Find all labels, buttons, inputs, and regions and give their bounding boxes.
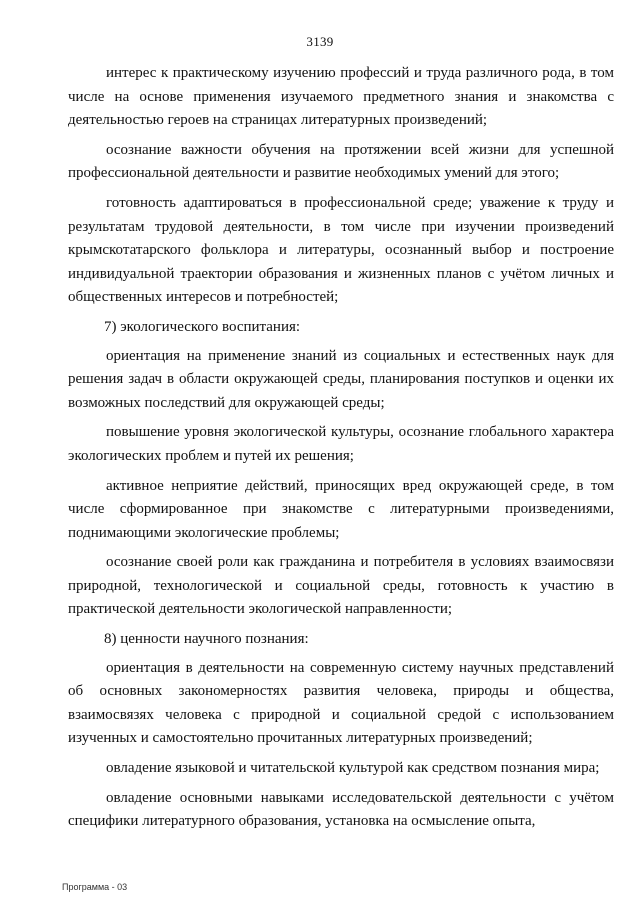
paragraph-harm-rejection: активное неприятие действий, приносящих вред окружающей среде, в том числе сформированное при знакомстве с литературными произведениями, поднимающими экологические проблемы; xyxy=(68,477,614,541)
footer-program-label: Программа - 03 xyxy=(62,882,128,892)
paragraph-ecological-culture: повышение уровня экологической культуры, осознание глобального характера экологических проблем и путей их решения; xyxy=(68,424,614,464)
paragraph-lifelong-learning: осознание важности обучения на протяжении всей жизни для успешной профессиональной деятельности и развитие необходимых умений для этого; xyxy=(68,141,614,182)
section-heading-ecological: 7) экологического воспитания: xyxy=(104,318,301,335)
paragraph-knowledge-application: ориентация на применение знаний из социальных и естественных наук для решения задач в области окружающей среды, планирования поступков и оценки их возможных последствий для окружающей среды; xyxy=(68,347,614,411)
paragraph-citizen-role: осознание своей роли как гражданина и потребителя в условиях взаимосвязи природной, технологической и социальной среды, готовность к участию в практической деятельности экологической направленности; xyxy=(68,554,614,618)
section-heading-scientific: 8) ценности научного познания: xyxy=(104,631,309,648)
paragraph-scientific-orientation: ориентация в деятельности на современную систему научных представлений об основных закономерностях развития человека, природы и общества, взаимосвязях человека с природной и социальной средой с использованием изученных и самостоятельно прочитанных литературных произведений; xyxy=(68,659,614,747)
paragraph-language-culture: овладение языковой и читательской культурой как средством познания мира; xyxy=(106,760,600,777)
paragraph-career-interest: интерес к практическому изучению профессий и труда различного рода, в том числе на основе применения изучаемого предметного знания и знакомства с деятельностью героев на страницах литературных произведений; xyxy=(68,65,614,129)
paragraph-professional-adaptation: готовность адаптироваться в профессиональной среде; уважение к труду и результатам трудовой деятельности, в том числе при изучении произведений крымскотатарского фольклора и литературы, осознанный выбор и построение индивидуальной траектории образования и жизненных планов с учётом личных и общественных интересов и потребностей; xyxy=(68,194,614,306)
paragraph-research-skills: овладение основными навыками исследовательской деятельности с учётом специфики литературного образования, установка на осмысление опыта, xyxy=(68,789,614,830)
page-number: 3139 xyxy=(306,34,334,49)
document-body xyxy=(68,62,614,840)
